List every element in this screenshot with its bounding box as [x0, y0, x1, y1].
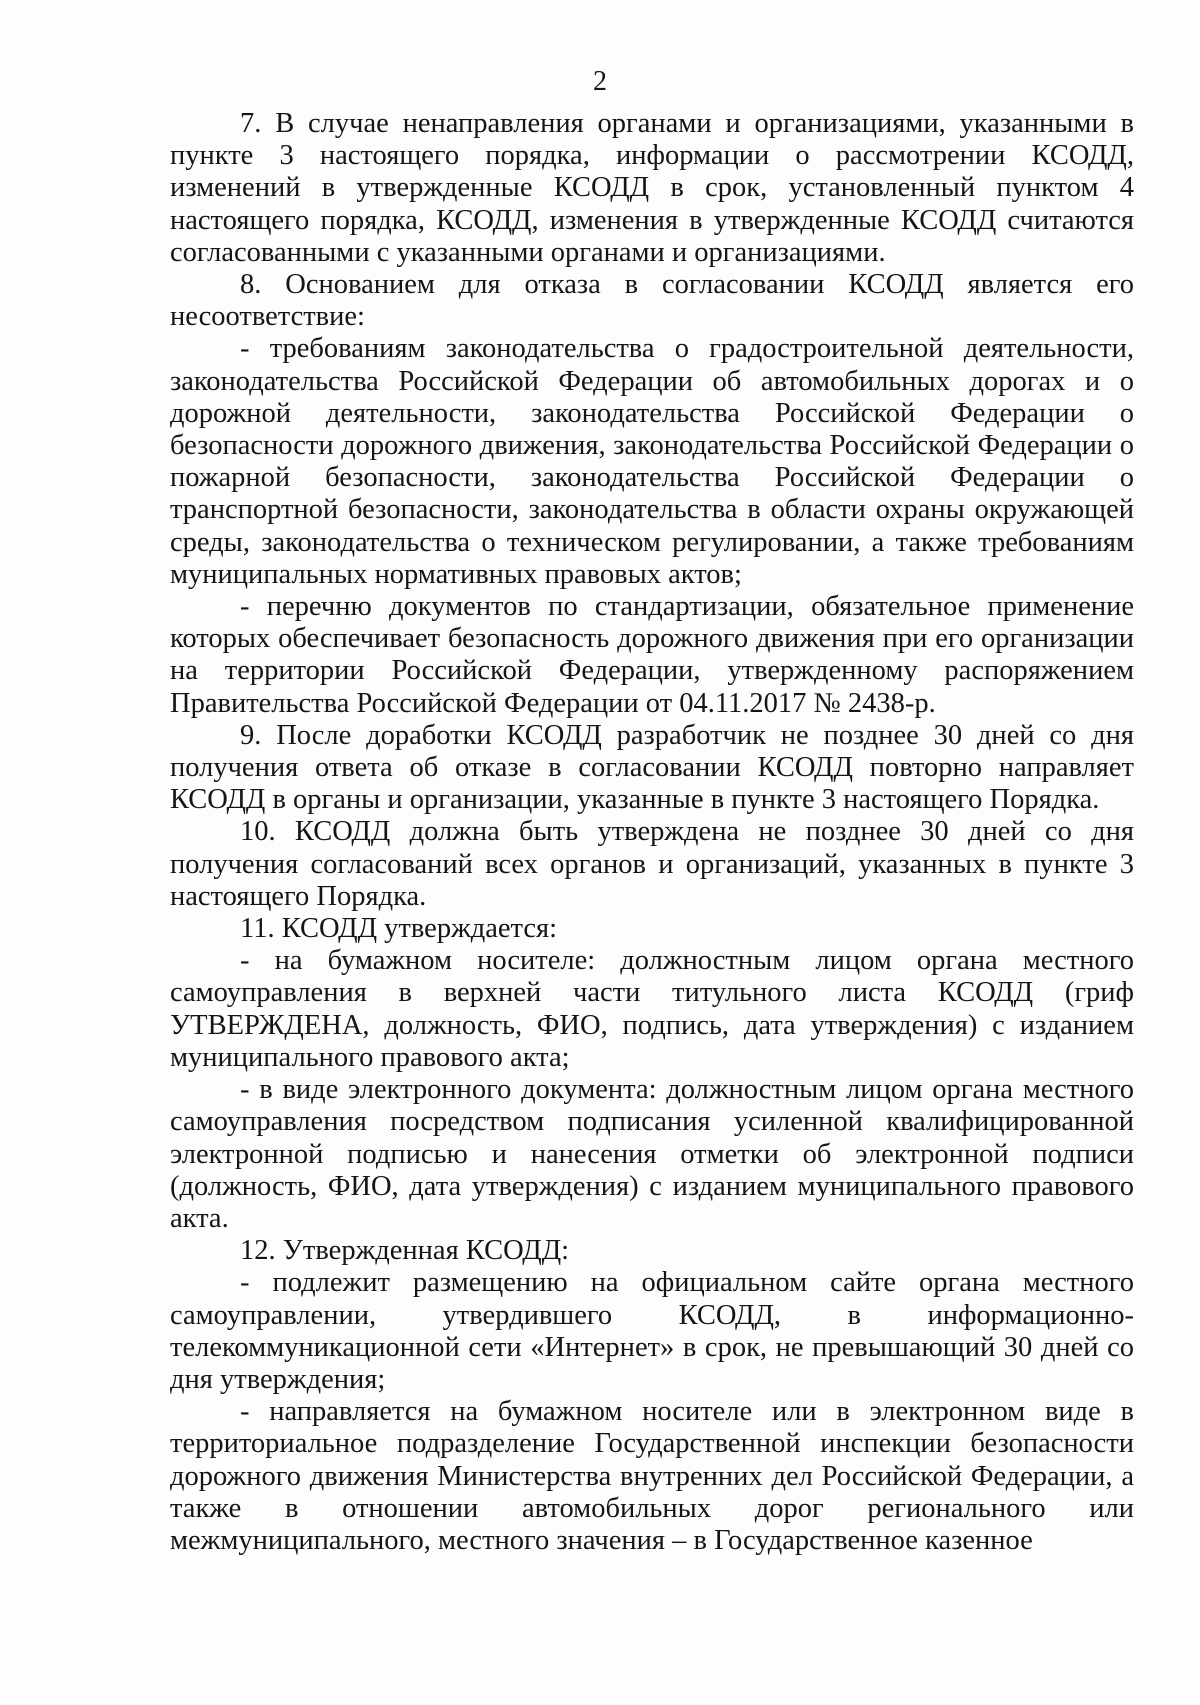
list-item-electronic-approval: - в виде электронного документа: должностным лицом органа местного самоуправления посредством подписания усиленной квалифицированной электронной подписью и нанесения отметки об электронной подписи (должность, ФИО, дата утверждения) с изданием муниципального правового акта. [170, 1074, 1134, 1234]
list-item-standardization-documents: - перечню документов по стандартизации, обязательное применение которых обеспечивает безопасность дорожного движения при его организации на территории Российской Федерации, утвержденному распоряжением Правительства Российской Федерации от 04.11.2017 № 2438-р. [170, 591, 1134, 719]
paragraph-10: 10. КСОДД должна быть утверждена не позднее 30 дней со дня получения согласований всех органов и организаций, указанных в пункте 3 настоящего Порядка. [170, 816, 1134, 912]
list-item-dispatch: - направляется на бумажном носителе или в электронном виде в территориальное подразделение Государственной инспекции безопасности дорожного движения Министерства внутренних дел Российской Федерации, а также в отношении автомобильных дорог регионального или межмуниципального, местного значения – в Государственное казенное [170, 1396, 1134, 1556]
page-number: 2 [593, 66, 607, 97]
list-item-paper-approval: - на бумажном носителе: должностным лицом органа местного самоуправления в верхней части титульного листа КСОДД (гриф УТВЕРЖДЕНА, должность, ФИО, подпись, дата утверждения) с изданием муниципального правового акта; [170, 945, 1134, 1073]
paragraph-11: 11. КСОДД утверждается: [240, 913, 558, 945]
paragraph-12: 12. Утвержденная КСОДД: [240, 1235, 570, 1267]
list-item-website-publication: - подлежит размещению на официальном сайте органа местного самоуправлении, утвердившего КСОДД, в информационно-телекоммуникационной сети «Интернет» в срок, не превышающий 30 дней со дня утверждения; [170, 1267, 1134, 1395]
document-body [170, 108, 1134, 1557]
list-item-legislation-requirements: - требованиям законодательства о градостроительной деятельности, законодательства Российской Федерации об автомобильных дорогах и о дорожной деятельности, законодательства Российской Федерации о безопасности дорожного движения, законодательства Российской Федерации о пожарной безопасности, законодательства Российской Федерации о транспортной безопасности, законодательства в области охраны окружающей среды, законодательства о техническом регулировании, а также требованиям муниципальных нормативных правовых актов; [170, 333, 1134, 590]
paragraph-9: 9. После доработки КСОДД разработчик не позднее 30 дней со дня получения ответа об отказе в согласовании КСОДД повторно направляет КСОДД в органы и организации, указанные в пункте 3 настоящего Порядка. [170, 719, 1134, 816]
paragraph-7: 7. В случае ненаправления органами и организациями, указанными в пункте 3 настоящего порядка, информации о рассмотрении КСОДД, изменений в утвержденные КСОДД в срок, установленный пунктом 4 настоящего порядка, КСОДД, изменения в утвержденные КСОДД считаются согласованными с указанными органами и организациями. [170, 108, 1134, 268]
paragraph-8: 8. Основанием для отказа в согласовании КСОДД является его несоответствие: [170, 269, 1134, 333]
